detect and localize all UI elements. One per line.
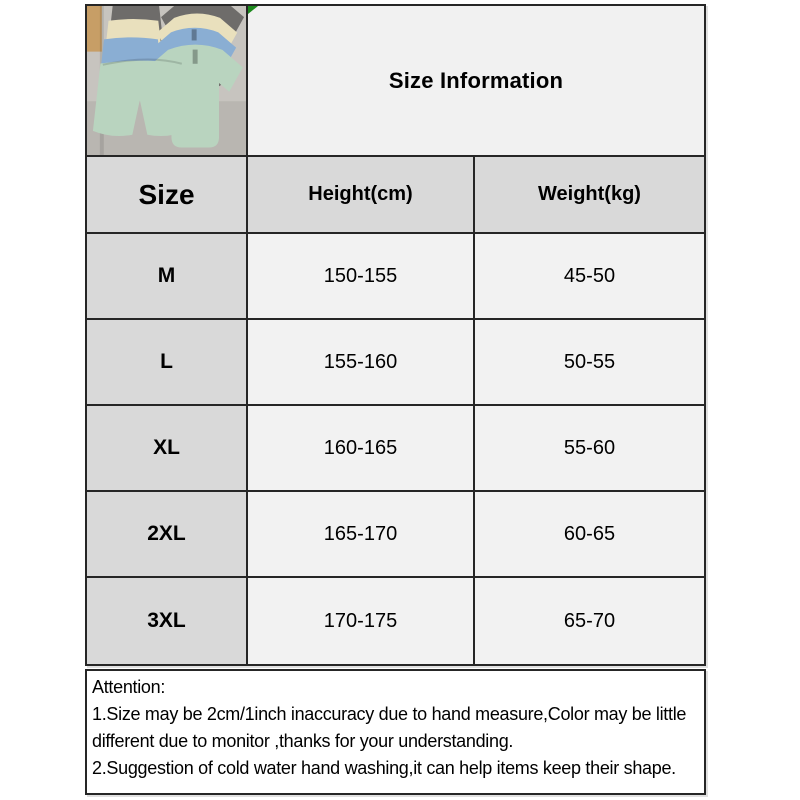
row-m-weight-value: 45-50 [475, 234, 704, 320]
attention-note-box [85, 669, 706, 795]
column-header-size: Size [87, 157, 248, 234]
row-xl-weight-value: 55-60 [475, 406, 704, 492]
row-l-size-label: L [87, 320, 248, 406]
row-m-size-label: M [87, 234, 248, 320]
size-chart-sheet [85, 4, 706, 795]
row-3xl-height-value: 170-175 [248, 578, 475, 664]
attention-title: Attention: [92, 677, 166, 697]
attention-item-2: 2.Suggestion of cold water hand washing,it can help items keep their shape. [92, 758, 676, 778]
row-m-height-value: 150-155 [248, 234, 475, 320]
column-header-weight: Weight(kg) [475, 157, 704, 234]
column-header-height: Height(cm) [248, 157, 475, 234]
row-xl-size-label: XL [87, 406, 248, 492]
row-2xl-size-label: 2XL [87, 492, 248, 578]
blue-tshirt-placket [192, 29, 197, 40]
row-xl-height-value: 160-165 [248, 406, 475, 492]
page-title: Size Information [388, 67, 564, 93]
row-2xl-weight-value: 60-65 [475, 492, 704, 578]
product-photo [87, 6, 248, 157]
row-2xl-height-value: 165-170 [248, 492, 475, 578]
size-table [85, 4, 706, 666]
size-information-header-cell [248, 6, 704, 157]
attention-item-1: 1.Size may be 2cm/1inch inaccuracy due to hand measure,Color may be little different due to monitor ,thanks for your understanding. [92, 704, 687, 751]
row-l-height-value: 155-160 [248, 320, 475, 406]
row-3xl-size-label: 3XL [87, 578, 248, 664]
mint-tshirt-placket [193, 50, 198, 64]
product-photo-illustration [87, 6, 246, 156]
wood-floor-strip [87, 6, 102, 52]
row-3xl-weight-value: 65-70 [475, 578, 704, 664]
green-corner-marker-icon [248, 6, 258, 14]
row-l-weight-value: 50-55 [475, 320, 704, 406]
